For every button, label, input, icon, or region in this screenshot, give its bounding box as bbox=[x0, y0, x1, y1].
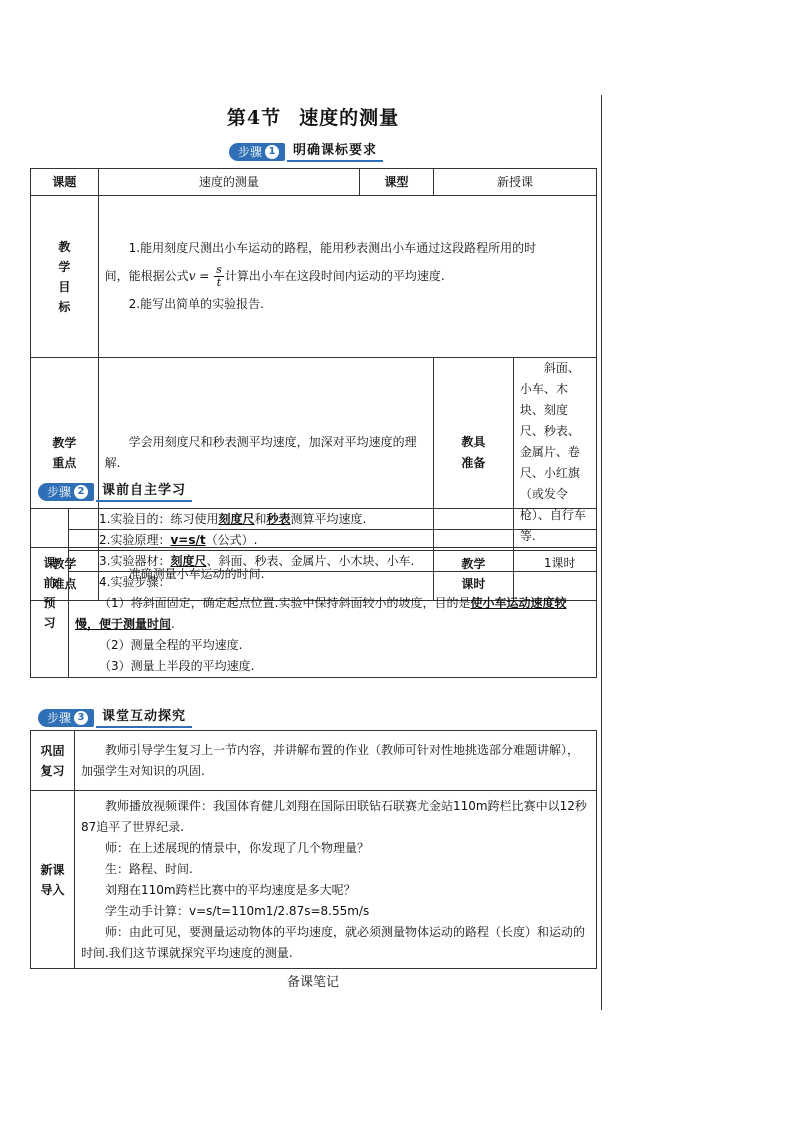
step-number-icon: 3 bbox=[74, 711, 88, 725]
difficulty-label: 教学 难点 bbox=[31, 548, 99, 601]
review-label: 巩固 复习 bbox=[31, 731, 75, 791]
difficulty-value: 准确测量小车运动的时间. bbox=[98, 548, 433, 601]
lesson-type-value: 新授课 bbox=[433, 169, 596, 196]
subject-value: 速度的测量 bbox=[98, 169, 359, 196]
preview-label: 课 前 预 习 bbox=[31, 509, 69, 678]
teaching-aids-value: 斜面、小车、木块、刻度尺、秒表、金属片、卷尺、小红旗（或发令枪）、自行车等. bbox=[513, 358, 596, 548]
step-label: 课堂互动探究 bbox=[96, 708, 192, 728]
intro-line: 生：路程、时间. bbox=[105, 861, 193, 876]
subject-label: 课题 bbox=[31, 169, 99, 196]
margin-divider-line bbox=[601, 95, 602, 1010]
lesson-notes-label: 备课笔记 bbox=[286, 975, 339, 990]
step-1-text: （1）将斜面固定，确定起点位置.实验中保持斜面较小的坡度，目的是使小车运动速度较慢，便于测量时间. bbox=[75, 596, 567, 631]
step-label: 明确课标要求 bbox=[287, 142, 383, 162]
objective-1-line-a: 1.能用刻度尺测出小车运动的路程，能用秒表测出小车通过这段路程所用的时 bbox=[128, 241, 537, 255]
teaching-aids-label: 教具 准备 bbox=[433, 358, 513, 548]
step-badge: 步骤 1 bbox=[229, 143, 285, 161]
step-badge: 步骤 2 bbox=[38, 483, 94, 501]
step-3-header bbox=[38, 708, 192, 728]
step-number-icon: 2 bbox=[74, 485, 88, 499]
page-title bbox=[30, 103, 596, 130]
intro-content bbox=[75, 791, 597, 969]
classroom-table bbox=[30, 730, 597, 969]
objectives-label: 教 学 目 标 bbox=[31, 196, 99, 358]
intro-line: 教师播放视频课件：我国体育健儿刘翔在国际田联钻石联赛尤金站110m跨栏比赛中以12秒87追平了世界纪录. bbox=[81, 798, 587, 834]
class-hours-label: 教学 课时 bbox=[433, 548, 513, 601]
intro-line: 师：由此可见，要测量运动物体的平均速度，就必须测量物体运动的路程（长度）和运动的时间.我们这节课就探究平均速度的测量. bbox=[81, 924, 586, 960]
preview-item-1: 1.实验目的：练习使用刻度尺和秒表测算平均速度. bbox=[69, 509, 597, 530]
step-badge: 步骤 3 bbox=[38, 709, 94, 727]
preview-item-2: 2.实验原理：v=s/t（公式）. bbox=[69, 530, 597, 551]
step-label: 课前自主学习 bbox=[96, 482, 192, 502]
intro-line: 学生动手计算：v=s/t=110m1/2.87s=8.55m/s bbox=[105, 903, 370, 918]
intro-line: 刘翔在110m跨栏比赛中的平均速度是多大呢？ bbox=[105, 882, 356, 897]
step-1-header bbox=[229, 142, 383, 162]
step-2-text: （2）测量全程的平均速度. bbox=[99, 638, 243, 652]
key-points-label: 教学 重点 bbox=[31, 358, 99, 548]
intro-label: 新课 导入 bbox=[31, 791, 75, 969]
preview-item-4 bbox=[69, 572, 597, 678]
preview-item-3: 3.实验器材：刻度尺、斜面、秒表、金属片、小木块、小车. bbox=[69, 551, 597, 572]
section-title: 速度的测量 bbox=[299, 107, 400, 129]
lesson-type-label: 课型 bbox=[360, 169, 434, 196]
section-number: 第4节 bbox=[226, 107, 282, 129]
intro-line: 师：在上述展现的情景中，你发现了几个物理量？ bbox=[105, 840, 370, 855]
objective-2: 2.能写出简单的实验报告. bbox=[128, 297, 264, 311]
step-3-text: （3）测量上半段的平均速度. bbox=[99, 659, 255, 673]
step-2-header bbox=[38, 482, 192, 502]
objective-1-line-b: 间，能根据公式v = $\frac{s}{t}$ 计算出小车在这段时间内运动的平均速度. bbox=[104, 263, 445, 289]
step-number-icon: 1 bbox=[265, 145, 279, 159]
steps-heading: 4.实验步骤： bbox=[99, 575, 171, 589]
objectives-content bbox=[98, 196, 596, 358]
preview-table bbox=[30, 508, 597, 678]
class-hours-value: 1课时 bbox=[513, 548, 596, 601]
review-text: 教师引导学生复习上一节内容，并讲解布置的作业（教师可针对性地挑选部分难题讲解），加强学生对知识的巩固. bbox=[75, 731, 597, 791]
speed-formula-fraction: $\frac{s}{t}$ bbox=[216, 263, 222, 289]
key-points-value: 学会用刻度尺和秒表测平均速度，加深对平均速度的理解. bbox=[98, 358, 433, 548]
